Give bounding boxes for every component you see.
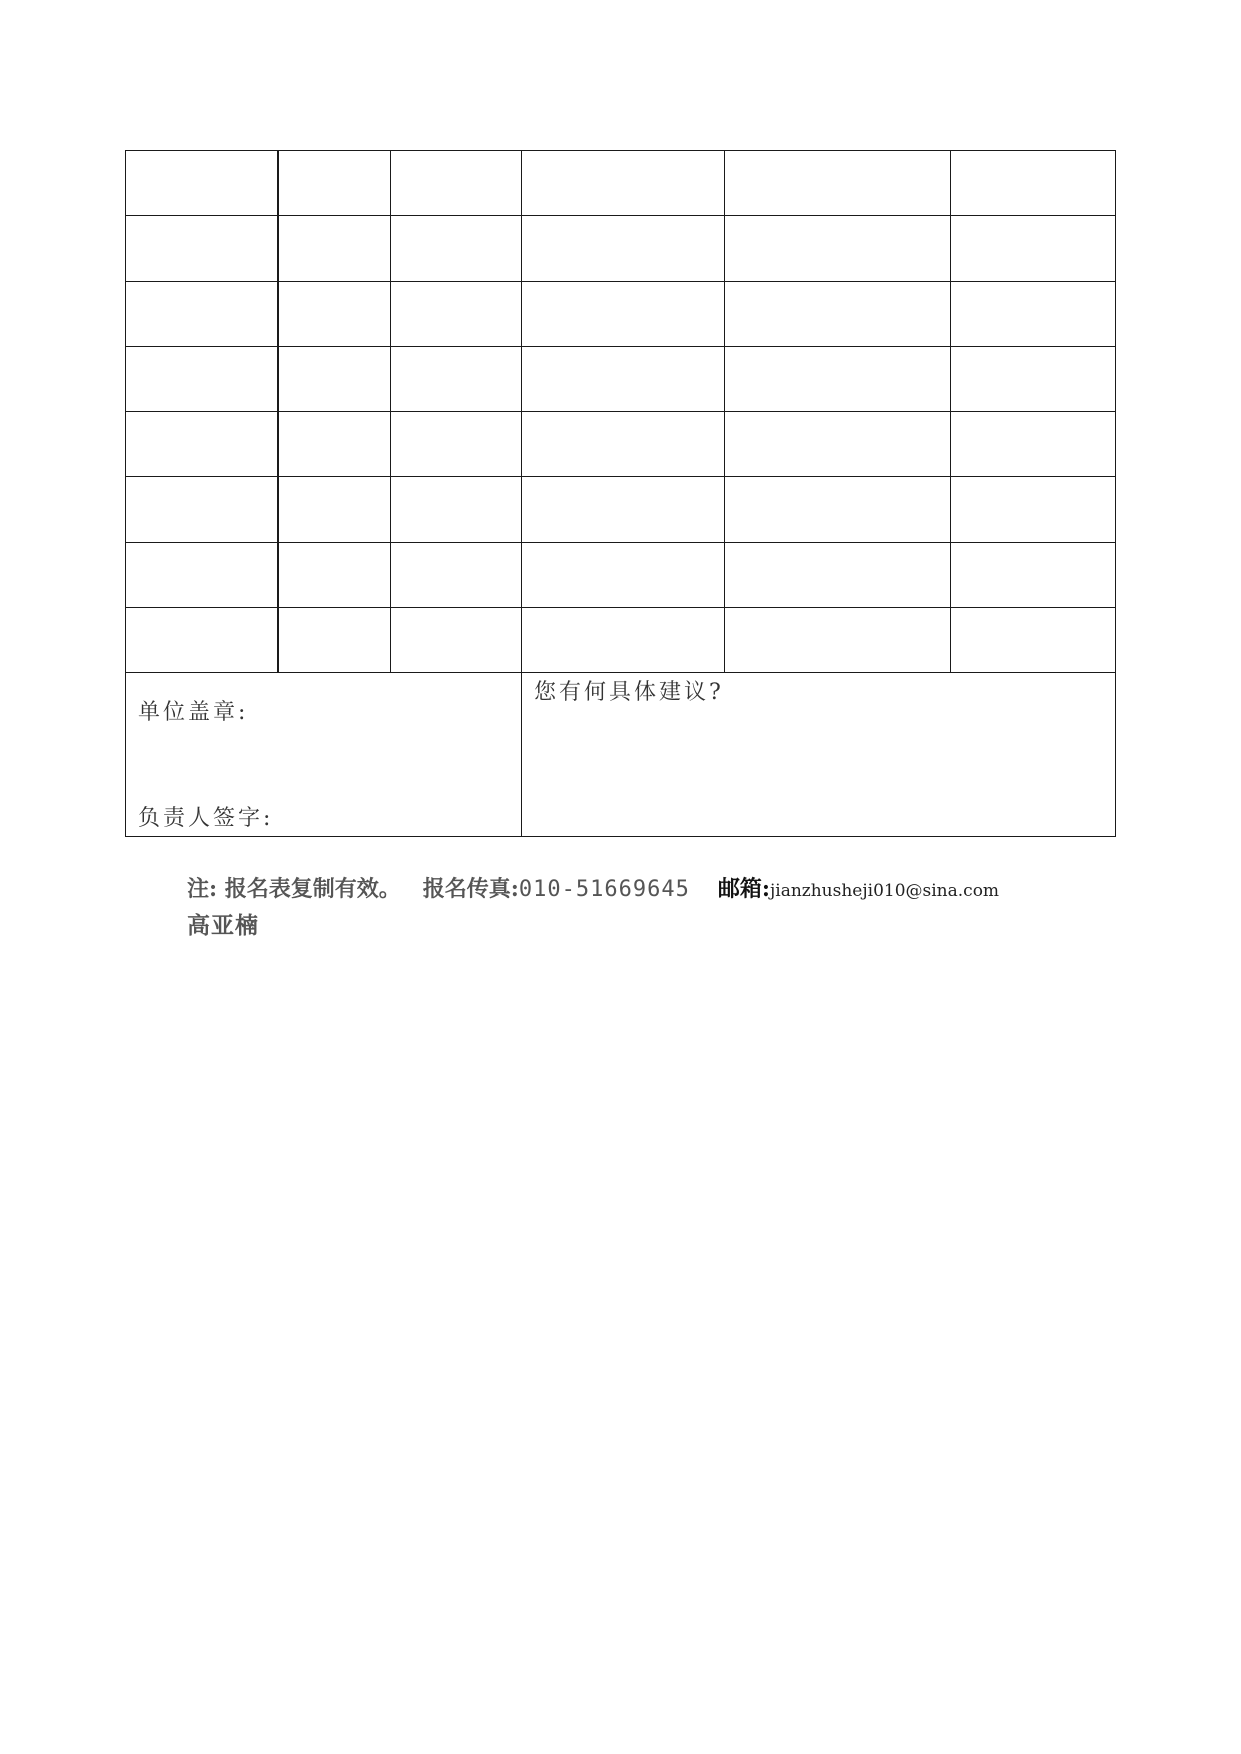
table-cell[interactable]: [126, 607, 278, 672]
email-label: 邮箱:: [717, 876, 770, 902]
table-row: [126, 281, 1116, 346]
table-cell[interactable]: [522, 607, 725, 672]
table-cell[interactable]: [126, 477, 278, 542]
table-cell[interactable]: [725, 346, 951, 411]
table-cell[interactable]: [522, 477, 725, 542]
table-cell[interactable]: [278, 542, 391, 607]
table-cell[interactable]: [126, 346, 278, 411]
suggestion-cell[interactable]: [522, 673, 1116, 837]
contact-name: 高亚楠: [187, 912, 259, 939]
table-cell[interactable]: [126, 412, 278, 477]
table-cell[interactable]: [391, 607, 522, 672]
table-cell[interactable]: [126, 281, 278, 346]
table-cell[interactable]: [522, 346, 725, 411]
table-cell[interactable]: [278, 281, 391, 346]
registration-table: [125, 150, 1116, 837]
table-cell[interactable]: [725, 607, 951, 672]
table-cell[interactable]: [522, 412, 725, 477]
table-row: [126, 607, 1116, 672]
table-cell[interactable]: [951, 346, 1116, 411]
table-cell[interactable]: [278, 216, 391, 281]
table-cell[interactable]: [725, 542, 951, 607]
table-cell[interactable]: [278, 607, 391, 672]
table-cell[interactable]: [278, 477, 391, 542]
table-cell[interactable]: [391, 281, 522, 346]
email-address[interactable]: jianzhusheji010@sina.com: [769, 881, 1000, 901]
table-cell[interactable]: [391, 151, 522, 216]
table-cell[interactable]: [391, 542, 522, 607]
table-cell[interactable]: [725, 151, 951, 216]
signature-label: 负责人签字:: [138, 806, 274, 832]
note-text: 注: 报名表复制有效。: [187, 876, 401, 902]
table-cell[interactable]: [951, 542, 1116, 607]
table-row: [126, 216, 1116, 281]
table-cell[interactable]: [951, 281, 1116, 346]
seal-signature-cell[interactable]: [126, 673, 522, 837]
table-cell[interactable]: [391, 477, 522, 542]
table-cell[interactable]: [522, 151, 725, 216]
table-row: [126, 151, 1116, 216]
table-cell[interactable]: [951, 151, 1116, 216]
table-cell[interactable]: [725, 412, 951, 477]
table-row: [126, 477, 1116, 542]
table-cell[interactable]: [126, 542, 278, 607]
table-cell[interactable]: [951, 216, 1116, 281]
table-cell[interactable]: [522, 281, 725, 346]
table-cell[interactable]: [725, 477, 951, 542]
table-cell[interactable]: [522, 216, 725, 281]
table-row: [126, 346, 1116, 411]
table-cell[interactable]: [951, 412, 1116, 477]
table-row: [126, 542, 1116, 607]
table-cell[interactable]: [725, 216, 951, 281]
table-cell[interactable]: [278, 346, 391, 411]
seal-label: 单位盖章:: [138, 700, 249, 726]
table-cell[interactable]: [391, 346, 522, 411]
table-cell[interactable]: [278, 151, 391, 216]
table-cell[interactable]: [126, 216, 278, 281]
table-cell[interactable]: [278, 412, 391, 477]
fax-number: 010-51669645: [518, 877, 690, 902]
registration-table-body: [126, 151, 1116, 837]
table-cell[interactable]: [391, 412, 522, 477]
table-cell[interactable]: [725, 281, 951, 346]
fax-label: 报名传真:: [422, 876, 519, 902]
table-cell[interactable]: [522, 542, 725, 607]
table-cell[interactable]: [951, 477, 1116, 542]
table-cell[interactable]: [951, 607, 1116, 672]
suggestion-label: 您有何具体建议?: [534, 680, 724, 706]
table-cell[interactable]: [391, 216, 522, 281]
table-row: [126, 412, 1116, 477]
note-line: [187, 872, 1147, 903]
table-footer-row: [126, 673, 1116, 837]
table-cell[interactable]: [126, 151, 278, 216]
